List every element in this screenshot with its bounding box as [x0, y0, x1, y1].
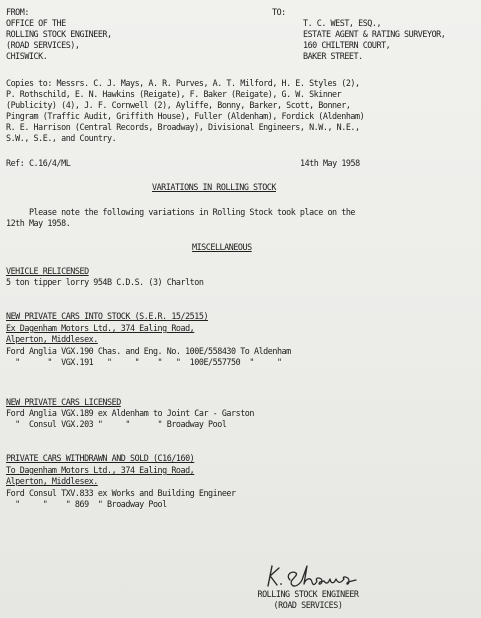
- from-line: (ROAD SERVICES),: [6, 40, 80, 50]
- to-line: ESTATE AGENT & RATING SURVEYOR,: [303, 29, 446, 39]
- from-line: CHISWICK.: [6, 51, 48, 61]
- copies-line: (Publicity) (4), J. F. Cornwell (2), Ayliffe, Bonny, Barker, Scott, Bonner,: [6, 100, 351, 110]
- from-line: OFFICE OF THE: [6, 18, 66, 28]
- section-heading: PRIVATE CARS WITHDRAWN AND SOLD (C16/160): [6, 453, 195, 463]
- copies-line: R. E. Harrison (Central Records, Broadway), Divisional Engineers, N.W., N.E.,: [6, 122, 360, 132]
- section-address: Ex Dagenham Motors Ltd., 374 Ealing Road,: [6, 323, 195, 333]
- section-line: " " VGX.191 " " " " 100E/557750 " ": [6, 357, 282, 367]
- section-heading: VEHICLE RELICENSED: [6, 266, 89, 276]
- copies-line: Copies to: Messrs. C. J. Mays, A. R. Purves, A. T. Milford, H. E. Styles (2),: [6, 78, 360, 88]
- section-line: " Consul VGX.203 " " " Broadway Pool: [6, 419, 227, 429]
- copies-line: P. Rothschild, E. N. Hawkins (Reigate), F. Baker (Reigate), G. W. Skinner: [6, 89, 342, 99]
- section-address: To Dagenham Motors Ltd., 374 Ealing Road,: [6, 465, 195, 475]
- section-line: Ford Anglia VGX.190 Chas. and Eng. No. 100E/558430 To Aldenham: [6, 346, 291, 356]
- section-address: Alperton, Middlesex.: [6, 476, 98, 486]
- to-line: T. C. WEST, ESQ.,: [303, 18, 382, 28]
- from-line: ROLLING STOCK ENGINEER,: [6, 29, 112, 39]
- handwritten-signature: [262, 560, 362, 590]
- intro-line: Please note the following variations in Rolling Stock took place on the: [6, 207, 356, 217]
- memo-date: 14th May 1958: [300, 158, 360, 168]
- to-label: TO:: [272, 7, 286, 17]
- section-address: Alperton, Middlesex.: [6, 334, 98, 344]
- section-heading: NEW PRIVATE CARS INTO STOCK (S.E.R. 15/2515): [6, 311, 209, 321]
- section-line: Ford Consul TXV.833 ex Works and Building Engineer: [6, 488, 236, 498]
- signatory-title: ROLLING STOCK ENGINEER: [257, 589, 359, 599]
- signatory-title: (ROAD SERVICES): [273, 600, 343, 610]
- intro-line: 12th May 1958.: [6, 218, 71, 228]
- section-heading: NEW PRIVATE CARS LICENSED: [6, 397, 121, 407]
- memo-title: VARIATIONS IN ROLLING STOCK: [152, 182, 276, 192]
- from-label: FROM:: [6, 7, 29, 17]
- section-line: 5 ton tipper lorry 954B C.D.S. (3) Charlton: [6, 277, 204, 287]
- to-line: BAKER STREET.: [303, 51, 363, 61]
- copies-line: S.W., S.E., and Country.: [6, 133, 117, 143]
- reference: Ref: C.16/4/ML: [6, 158, 71, 168]
- to-line: 160 CHILTERN COURT,: [303, 40, 391, 50]
- copies-line: Pingram (Traffic Audit, Griffith House), Fuller (Aldenham), Fordick (Aldenham): [6, 111, 365, 121]
- section-line: " " " 869 " Broadway Pool: [6, 499, 167, 509]
- misc-heading: MISCELLANEOUS: [192, 242, 252, 252]
- section-line: Ford Anglia VGX.189 ex Aldenham to Joint Car - Garston: [6, 408, 254, 418]
